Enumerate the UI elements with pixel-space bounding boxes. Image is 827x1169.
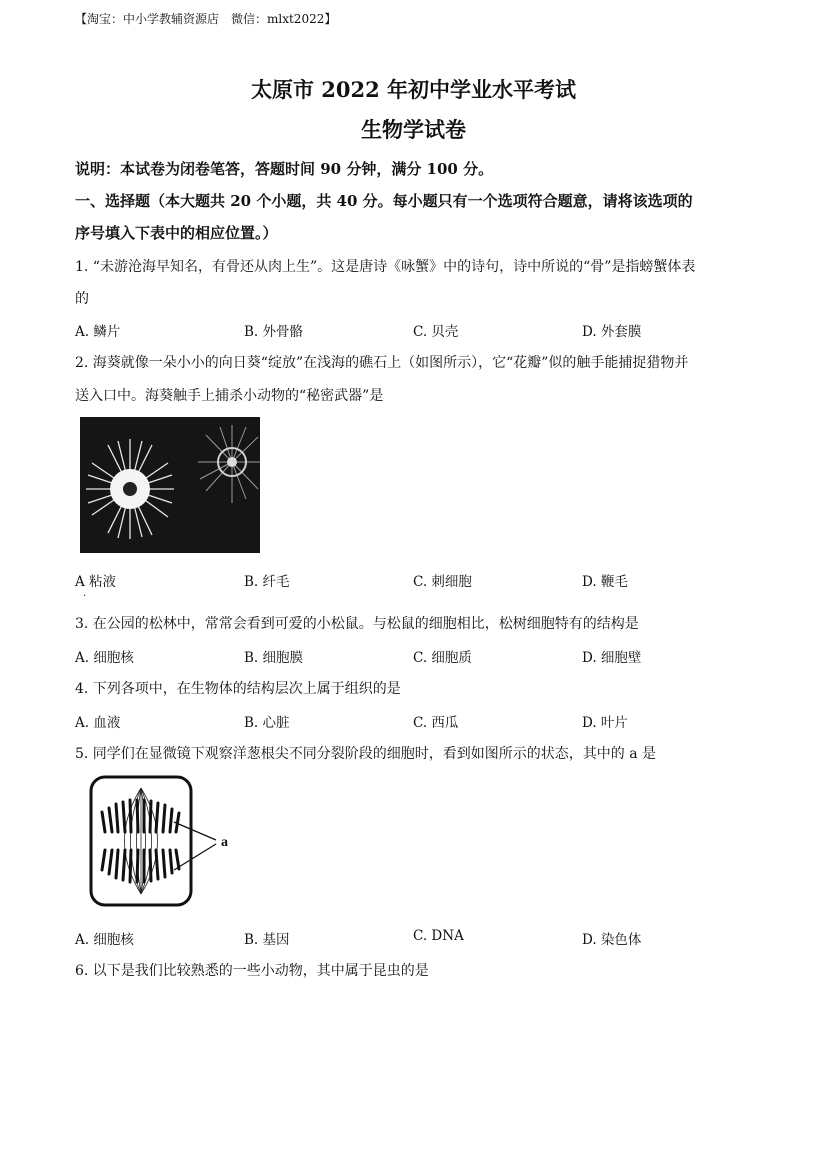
question-5-stem: 5. 同学们在显微镜下观察洋葱根尖不同分裂阶段的细胞时，看到如图所示的状态，其中的 a 是 [75, 746, 657, 762]
question-2-option-b: B. 纤毛 [244, 574, 290, 590]
question-1-option-a: A. 鳞片 [75, 324, 121, 340]
question-3-option-a: A. 细胞核 [75, 650, 134, 666]
question-1-stem-line1: 1. “未游沧海早知名，有骨还从肉上生”。这是唐诗《咏蟹》中的诗句，诗中所说的“骨”是指螃蟹体表 [75, 259, 696, 275]
figure-label-a: a [221, 835, 228, 850]
question-4-option-a: A. 血液 [75, 715, 121, 731]
question-1-option-c: C. 贝壳 [413, 324, 459, 340]
question-3-option-d: D. 细胞壁 [582, 650, 642, 666]
question-4-stem: 4. 下列各项中，在生物体的结构层次上属于组织的是 [75, 681, 401, 697]
sea-anemone-photo [80, 417, 260, 553]
section-heading-line1: 一、选择题（本大题共 20 个小题，共 40 分。每小题只有一个选项符合题意，请将该选项的 [75, 192, 693, 210]
question-1-option-b: B. 外骨骼 [244, 324, 304, 340]
question-5-option-a: A. 细胞核 [75, 932, 134, 948]
instructions: 说明：本试卷为闭卷笔答，答题时间 90 分钟，满分 100 分。 [75, 160, 494, 178]
stray-dot: . [83, 588, 87, 599]
question-4-option-c: C. 西瓜 [413, 715, 459, 731]
question-5-option-b: B. 基因 [244, 932, 290, 948]
exam-title: 太原市 2022 年初中学业水平考试 [250, 77, 577, 102]
question-2-stem-line2: 送入口中。海葵触手上捕杀小动物的“秘密武器”是 [75, 388, 384, 404]
section-heading-line2: 序号填入下表中的相应位置。） [75, 224, 278, 242]
question-5-option-c: C. DNA [413, 928, 464, 944]
question-2-option-a: A 粘液 [75, 574, 117, 590]
exam-subtitle: 生物学试卷 [361, 117, 466, 142]
question-1-stem-line2: 的 [75, 291, 89, 307]
header-note: 【淘宝：中小学教辅资源店 微信：mlxt2022】 [75, 12, 337, 26]
question-1-option-d: D. 外套膜 [582, 324, 642, 340]
question-3-stem: 3. 在公园的松林中，常常会看到可爱的小松鼠。与松鼠的细胞相比，松树细胞特有的结构是 [75, 616, 639, 632]
question-6-stem: 6. 以下是我们比较熟悉的一些小动物，其中属于昆虫的是 [75, 963, 429, 979]
question-3-option-c: C. 细胞质 [413, 650, 472, 666]
question-4-option-d: D. 叶片 [582, 715, 628, 731]
question-2-option-c: C. 刺细胞 [413, 574, 472, 590]
cell-division-diagram [88, 774, 248, 910]
question-4-option-b: B. 心脏 [244, 715, 290, 731]
question-2-option-d: D. 鞭毛 [582, 574, 628, 590]
question-2-stem-line1: 2. 海葵就像一朵小小的向日葵“绽放”在浅海的礁石上（如图所示），它“花瓣”似的触手能捕捉猎物并 [75, 355, 689, 371]
question-3-option-b: B. 细胞膜 [244, 650, 304, 666]
question-5-option-d: D. 染色体 [582, 932, 642, 948]
